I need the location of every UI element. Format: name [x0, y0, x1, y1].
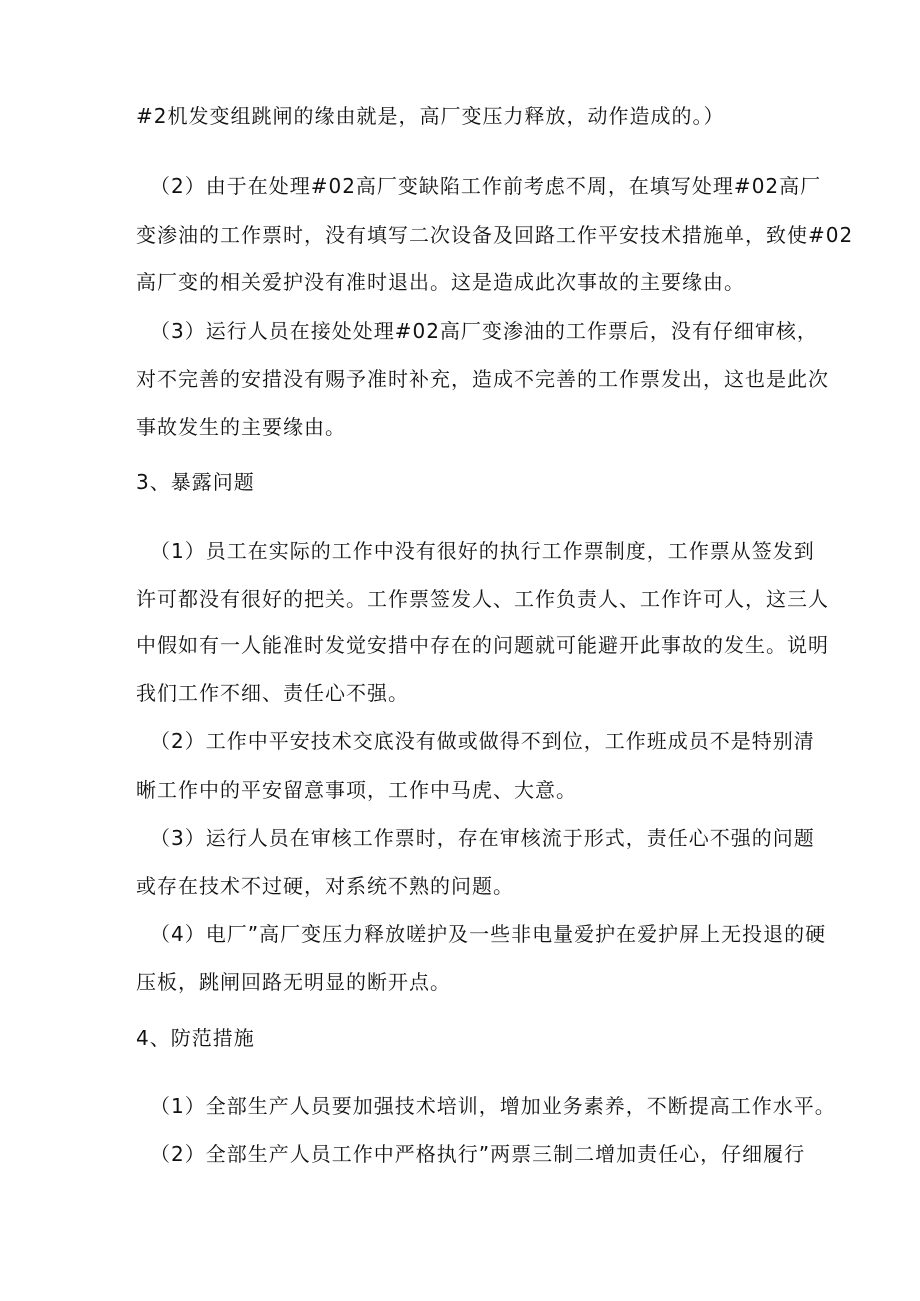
text-line-3: 变渗油的工作票时，没有填写二次设备及回路工作平安技术措施单，致使#02: [136, 223, 854, 247]
section-heading-3: 3、暴露问题: [136, 470, 255, 494]
text-line-20: （1）全部生产人员要加强技术培训，增加业务素养，不断提高工作水平。: [150, 1094, 836, 1118]
text-line-6: 对不完善的安措没有赐予准时补充，造成不完善的工作票发出，这也是此次: [136, 367, 829, 391]
section-heading-4: 4、防范措施: [136, 1026, 255, 1050]
text-line-5: （3）运行人员在接处处理#02高厂变渗油的工作票后，没有仔细审核，: [150, 319, 818, 343]
text-line-15: （3）运行人员在审核工作票时，存在审核流于形式，责任心不强的问题: [150, 826, 815, 850]
text-line-1: #2机发变组跳闸的缘由就是，高厂变压力释放，动作造成的。）: [136, 104, 725, 128]
text-line-2: （2）由于在处理#02高厂变缺陷工作前考虑不周，在填写处理#02高厂: [150, 174, 822, 198]
text-line-10: 许可都没有很好的把关。工作票签发人、工作负责人、工作许可人，这三人: [136, 587, 829, 611]
text-line-9: （1）员工在实际的工作中没有很好的执行工作票制度，工作票从签发到: [150, 539, 815, 563]
text-line-11: 中假如有一人能准时发觉安措中存在的问题就可能避开此事故的发生。说明: [136, 633, 829, 657]
text-line-18: 压板，跳闸回路无明显的断开点。: [136, 970, 451, 994]
text-line-13: （2）工作中平安技术交底没有做或做得不到位，工作班成员不是特别清: [150, 729, 815, 753]
text-line-7: 事故发生的主要缘由。: [136, 415, 346, 439]
text-line-12: 我们工作不细、责任心不强。: [136, 681, 409, 705]
text-line-17: （4）电厂”高厂变压力释放嗟护及一些非电量爱护在爱护屏上无投退的硬: [150, 922, 827, 946]
text-line-14: 晰工作中的平安留意事项，工作中马虎、大意。: [136, 778, 577, 802]
text-line-16: 或存在技术不过硬，对系统不熟的问题。: [136, 874, 514, 898]
text-line-4: 高厂变的相关爱护没有准时退出。这是造成此次事故的主要缘由。: [136, 270, 745, 294]
text-line-21: （2）全部生产人员工作中严格执行”两票三制二增加责任心，仔细履行: [150, 1142, 806, 1166]
